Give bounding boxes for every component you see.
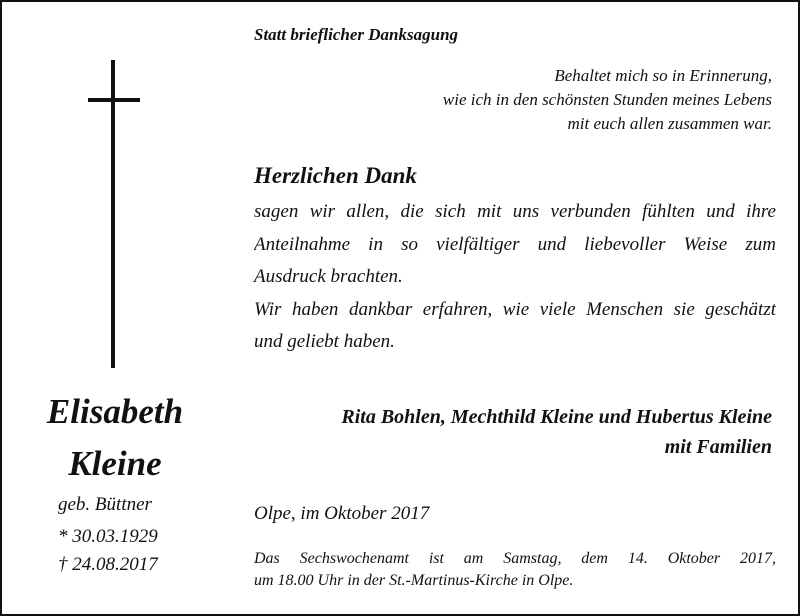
notice-line: um 18.00 Uhr in der St.-Martinus-Kirche in Olpe. (254, 572, 574, 589)
signers-families: mit Familien (664, 436, 772, 458)
place-date: Olpe, im Oktober 2017 (254, 503, 430, 524)
cross-icon-horizontal (88, 98, 140, 102)
cross-icon-vertical (111, 60, 115, 368)
quote-line: mit euch allen zusammen war. (567, 114, 772, 133)
deceased-first-name: Elisabeth (46, 392, 184, 431)
quote-line: Behaltet mich so in Erinnerung, (554, 66, 772, 85)
thanks-body (254, 196, 776, 359)
deceased-last-name: Kleine (68, 444, 162, 483)
thanks-line: sagen wir allen, die sich mit uns verbunden fühlten und ihre (254, 201, 776, 222)
thanks-line: Anteilnahme in so vielfältiger und liebevoller Weise zum (254, 233, 776, 255)
deceased-maiden-name: geb. Büttner (58, 494, 152, 515)
signers (341, 402, 772, 462)
service-notice (254, 548, 776, 592)
memorial-quote (443, 64, 772, 136)
deceased-death-date: † 24.08.2017 (58, 554, 158, 575)
signers-names: Rita Bohlen, Mechthild Kleine und Hubertus Kleine (341, 406, 772, 428)
deceased-birth-date: * 30.03.1929 (58, 526, 158, 547)
notice-heading: Statt brieflicher Danksagung (254, 25, 459, 44)
thanks-title: Herzlichen Dank (254, 163, 417, 188)
quote-line: wie ich in den schönsten Stunden meines Lebens (442, 90, 772, 109)
notice-line: Das Sechswochenamt ist am Samstag, dem 14. Oktober 2017, (254, 550, 776, 567)
thanks-line: Wir haben dankbar erfahren, wie viele Menschen sie geschätzt (254, 298, 776, 320)
thanks-line: und geliebt haben. (254, 331, 395, 352)
thanks-line: Ausdruck brachten. (254, 266, 403, 287)
